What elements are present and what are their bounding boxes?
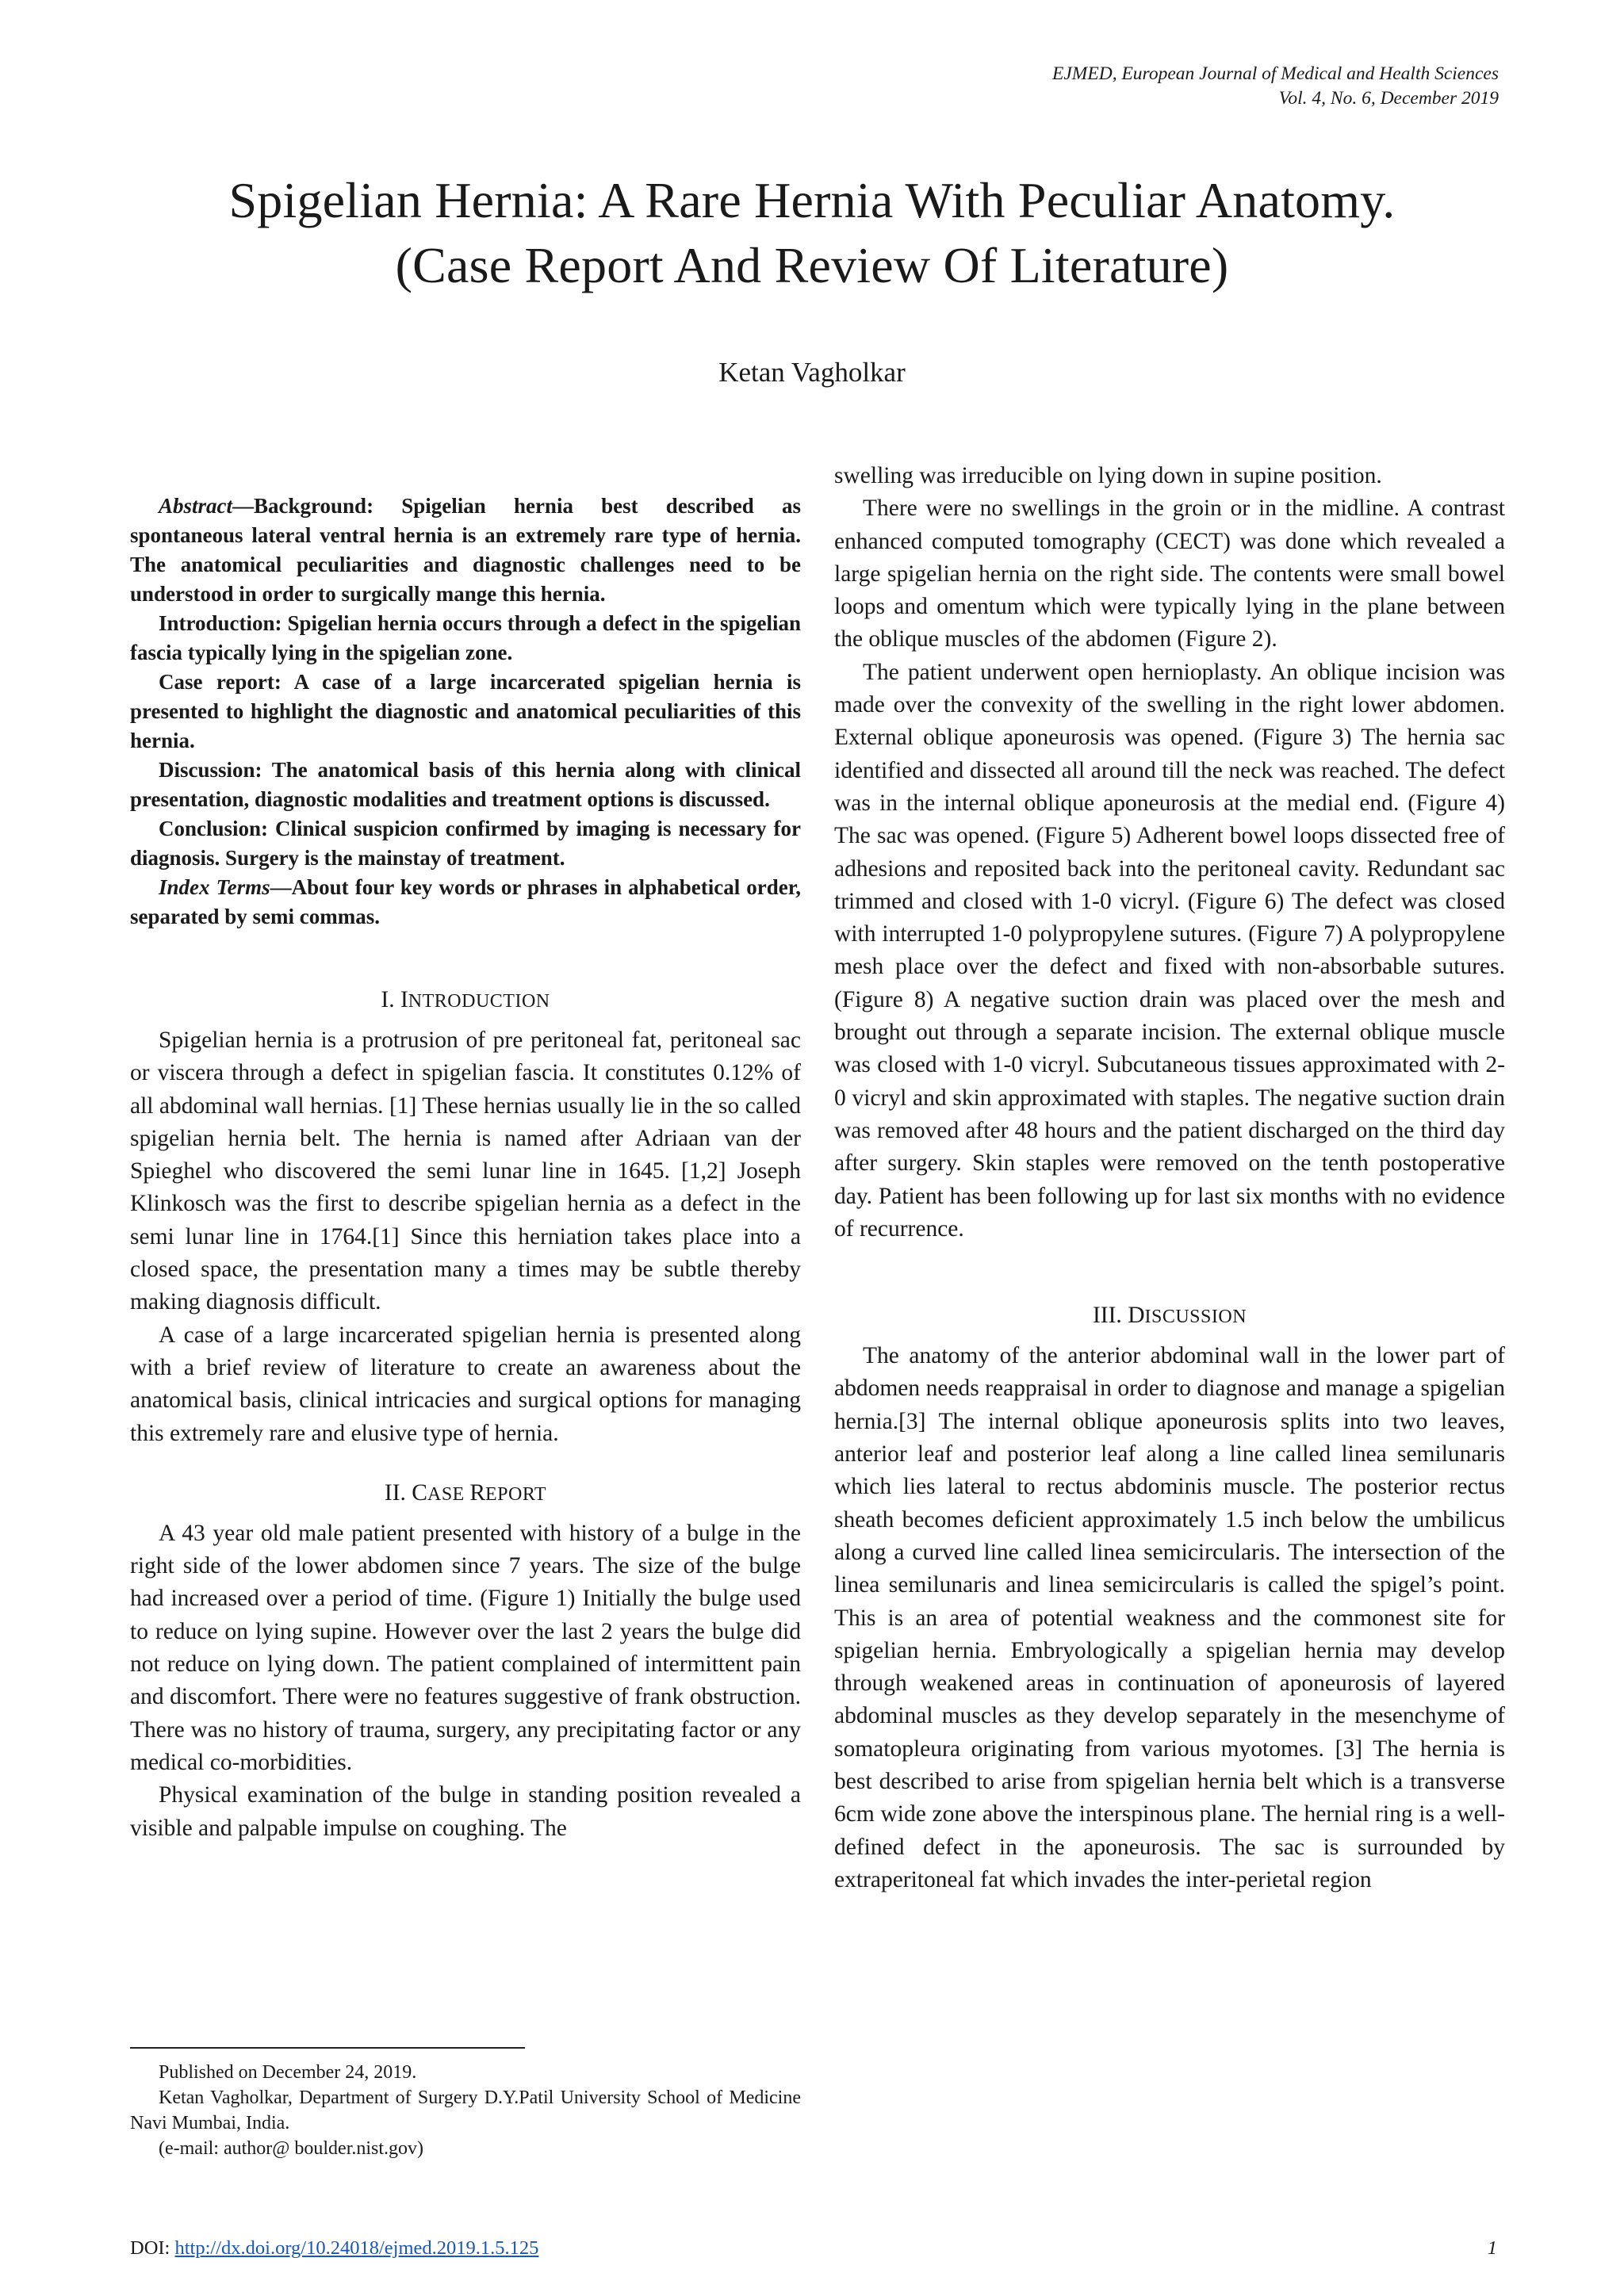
section-heading-introduction	[130, 984, 801, 1018]
abstract-introduction: Introduction: Spigelian hernia occurs through a defect in the spigelian fascia typically lying in the spigelian zone.	[130, 611, 801, 664]
abstract-background-text: Background: Spigelian hernia best described as spontaneous lateral ventral hernia is an extremely rare type of hernia. The anatomical peculiarities and diagnostic challenges need to be understood in order to surgically mange this hernia.	[130, 494, 801, 606]
footnote-email: (e-mail: author@ boulder.nist.gov)	[159, 2138, 424, 2159]
case-continued-line: swelling was irreducible on lying down in supine position.	[834, 463, 1382, 488]
heading-rest: ASE	[427, 1483, 470, 1505]
discussion-paragraph-1: The anatomy of the anterior abdominal wall in the lower part of abdomen needs reappraisal in order to diagnose and manage a spigelian hernia.[3] The internal oblique aponeurosis splits into two leaves, anterior leaf and posterior leaf along a line called linea semilunaris which lies lateral to rectus abdominis muscle. The posterior rectus sheath becomes deficient approximately 1.5 inch below the umbilicus along a curved line called linea semicircularis. The intersection of the linea semilunaris and linea semicircularis is called the spigel’s point. This is an area of potential weakness and the commonest site for spigelian hernia. Embryologically a spigelian hernia may develop through weakened areas in continuation of aponeurosis of layered abdominal muscles as they develop separately in the mesenchyme of somatopleura originating from various myotomes. [3] The hernia is best described to arise from spigelian hernia belt which is a transverse 6cm wide zone above the interspinous plane. The hernial ring is a well-defined defect in the aponeurosis. The sac is surrounded by extraperitoneal fat which invades the inter-perietal region	[834, 1343, 1505, 1892]
case-paragraph-2: Physical examination of the bulge in standing position revealed a visible and palpable impulse on coughing. The	[130, 1782, 801, 1841]
footnote-published: Published on December 24, 2019.	[159, 2062, 417, 2083]
abstract-background	[130, 492, 801, 609]
case-paragraph-3: There were no swellings in the groin or in the midline. A contrast enhanced computed tomography (CECT) was done which revealed a large spigelian hernia on the right side. The contents were small bowel loops and omentum which were typically lying in the plane between the oblique muscles of the abdomen (Figure 2).	[834, 496, 1505, 652]
case-paragraph-1: A 43 year old male patient presented with history of a bulge in the right side of the lower abdomen since 7 years. The size of the bulge had increased over a period of time. (Figure 1) Initially the bulge used to reduce on lying supine. However over the last 2 years the bulge did not reduce on lying down. The patient complained of intermittent pain and discomfort. There were no features suggestive of frank obstruction. There was no history of trauma, surgery, any precipitating factor or any medical co-morbidities.	[130, 1520, 801, 1775]
intro-paragraph-2: A case of a large incarcerated spigelian hernia is presented along with a brief review of literature to create an awareness about the anatomical basis, clinical intricacies and surgical options for managing this extremely rare and elusive type of hernia.	[130, 1322, 801, 1446]
abstract-case-report: Case report: A case of a large incarcerated spigelian hernia is presented to highlight the diagnostic and anatomical peculiarities of this hernia.	[130, 670, 801, 752]
heading-initial: D	[1128, 1303, 1145, 1329]
paper-title	[0, 168, 1624, 298]
abstract-conclusion: Conclusion: Clinical suspicion confirmed by imaging is necessary for diagnosis. Surgery is the mainstay of treatment.	[130, 817, 801, 870]
title-line-1: Spigelian Hernia: A Rare Hernia With Peculiar Anatomy.	[228, 172, 1396, 228]
intro-paragraph-1: Spigelian hernia is a protrusion of pre peritoneal fat, peritoneal sac or viscera through a defect in spigelian fascia. It constitutes 0.12% of all abdominal wall hernias. [1] These hernias usually lie in the so called spigelian hernia belt. The hernia is named after Adriaan van der Spieghel who discovered the semi lunar line in 1645. [1,2] Joseph Klinkosch was the first to describe spigelian hernia as a defect in the semi lunar line in 1764.[1] Since this herniation takes place into a closed space, the presentation many a times may be subtle thereby making diagnosis difficult.	[130, 1027, 801, 1315]
section-numeral: III.	[1092, 1303, 1128, 1329]
heading-rest: NTRODUCTION	[408, 991, 550, 1012]
abstract-dash: —	[232, 494, 255, 518]
heading-initial: R	[469, 1479, 486, 1506]
footnote-affiliation: Ketan Vagholkar, Department of Surgery D.Y.Patil University School of Medicine Navi Mumbai, India.	[130, 2087, 801, 2133]
page-number: 1	[1487, 2237, 1497, 2259]
heading-rest: EPORT	[485, 1483, 547, 1505]
doi-link[interactable]: http://dx.doi.org/10.24018/ejmed.2019.1.5.125	[174, 2237, 539, 2259]
heading-initial: I	[400, 987, 408, 1012]
footnote-divider	[130, 2047, 525, 2049]
doi-label: DOI:	[130, 2237, 175, 2259]
abstract-lead: Abstract	[159, 494, 233, 518]
doi-line	[130, 2237, 538, 2260]
title-line-2: (Case Report And Review Of Literature)	[395, 237, 1229, 293]
section-heading-discussion	[834, 1299, 1505, 1334]
section-numeral: I.	[381, 987, 400, 1012]
heading-rest: ISCUSSION	[1144, 1307, 1247, 1328]
author-name: Ketan Vagholkar	[718, 357, 906, 388]
index-terms-text: —About four key words or phrases in alphabetical order, separated by semi commas.	[130, 875, 802, 928]
section-numeral: II.	[384, 1479, 412, 1506]
index-terms-lead: Index Terms	[159, 875, 270, 899]
left-column	[130, 492, 801, 1845]
heading-initial: C	[412, 1479, 427, 1506]
right-column	[834, 460, 1505, 1896]
abstract	[130, 492, 801, 932]
section-heading-case-report	[130, 1477, 801, 1511]
journal-volume: Vol. 4, No. 6, December 2019	[1278, 88, 1499, 109]
journal-name: EJMED, European Journal of Medical and Health Sciences	[1052, 63, 1499, 84]
case-paragraph-4: The patient underwent open hernioplasty. An oblique incision was made over the convexity of the swelling in the right lower abdomen. External oblique aponeurosis was opened. (Figure 3) The hernia sac identified and dissected all around till the neck was reached. The defect was in the internal oblique aponeurosis at the medial end. (Figure 4) The sac was opened. (Figure 5) Adherent bowel loops dissected free of adhesions and reposited back into the peritoneal cavity. Redundant sac trimmed and closed with 1-0 vicryl. (Figure 6) The defect was closed with interrupted 1-0 polypropylene sutures. (Figure 7) A polypropylene mesh place over the defect and fixed with non-absorbable sutures. (Figure 8) A negative suction drain was placed over the mesh and brought out through a separate incision. The external oblique muscle was closed with 1-0 vicryl. Subcutaneous tissues approximated with 2-0 vicryl and skin approximated with staples. The negative suction drain was removed after 48 hours and the patient discharged on the third day after surgery. Skin staples were removed on the tenth postoperative day. Patient has been following up for last six months with no evidence of recurrence.	[834, 659, 1505, 1242]
footnotes	[130, 2060, 801, 2161]
index-terms	[130, 873, 801, 932]
journal-header	[1052, 62, 1499, 111]
abstract-discussion: Discussion: The anatomical basis of this hernia along with clinical presentation, diagnostic modalities and treatment options is discussed.	[130, 758, 801, 811]
